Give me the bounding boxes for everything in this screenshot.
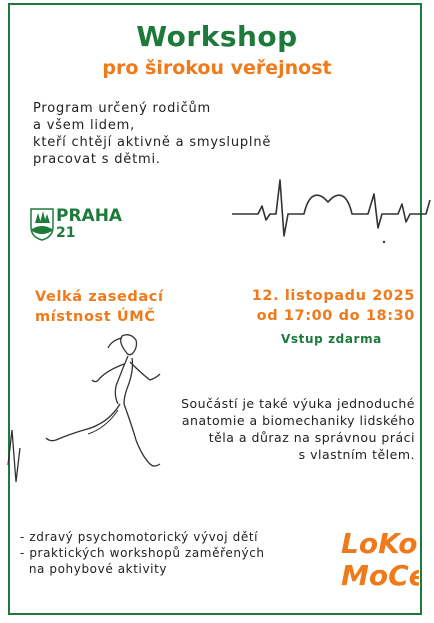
description-text <box>150 395 415 463</box>
intro-text <box>33 100 271 168</box>
description-line: Součástí je také výuka jednoduché <box>181 396 415 411</box>
intro-line: pracovat s dětmi. <box>33 152 161 167</box>
description-line: anatomie a biomechaniky lidského <box>181 413 415 428</box>
lokomoce-logo-icon <box>339 523 419 593</box>
time-line: od 17:00 do 18:30 <box>256 308 415 324</box>
praha-21-emblem-icon <box>29 207 55 241</box>
intro-line: a všem lidem, <box>33 118 136 133</box>
praha-logo-number: 21 <box>56 225 76 241</box>
venue-text <box>35 287 164 327</box>
lokomoce-logo-line2: MoCe <box>341 559 419 592</box>
intro-line: Program určený rodičům <box>33 101 212 116</box>
praha-logo-word: PRAHA <box>56 206 123 226</box>
heartbeat-line-illustration <box>228 170 434 250</box>
topic-list <box>20 529 265 577</box>
list-item: - praktických workshopů zaměřených <box>20 546 265 560</box>
list-item: - zdravý psychomotorický vývoj dětí <box>20 530 259 544</box>
date-line: 12. listopadu 2025 <box>251 288 415 304</box>
free-entry-label: Vstup zdarma <box>281 332 382 346</box>
venue-line: Velká zasedací <box>35 289 164 305</box>
intro-line: kteří chtějí aktivně a smysluplně <box>33 135 272 150</box>
description-line: těla a důraz na správnou práci <box>208 430 415 445</box>
poster-title: Workshop <box>136 20 298 53</box>
poster-subtitle: pro širokou veřejnost <box>102 57 332 79</box>
date-time-text <box>230 286 415 326</box>
lokomoce-logo-line1: LoKo <box>341 527 418 560</box>
list-item: na pohybové aktivity <box>20 562 168 576</box>
description-line: s vlastním tělem. <box>298 447 415 462</box>
lokomoce-logo <box>339 523 419 593</box>
venue-line: místnost ÚMČ <box>35 309 156 325</box>
